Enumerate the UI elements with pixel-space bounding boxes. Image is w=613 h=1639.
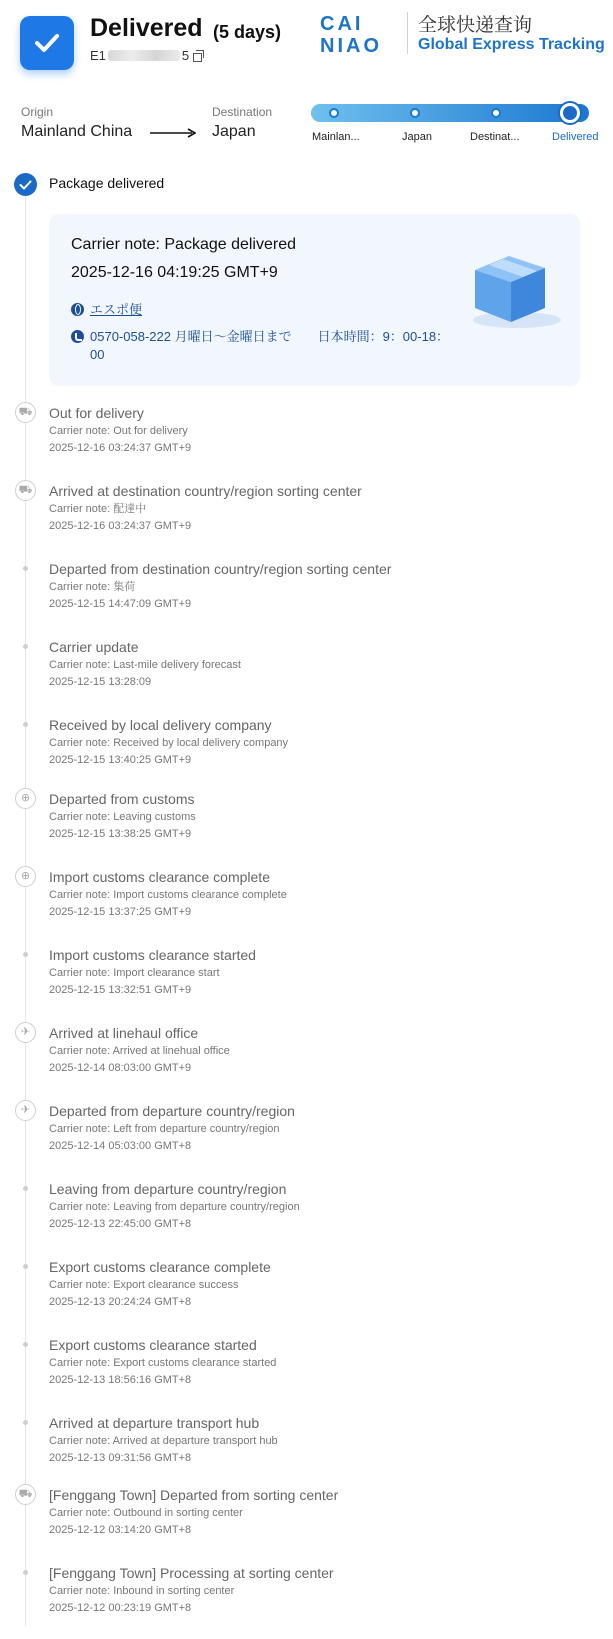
event-note: Carrier note: Last-mile delivery forecast	[49, 659, 241, 671]
timeline-event	[49, 1180, 589, 1231]
customs-icon: ⊕	[15, 788, 36, 809]
progress-current-marker	[558, 101, 582, 125]
truck-icon: ⛟	[15, 480, 36, 501]
event-note: Carrier note: 配達中	[49, 503, 147, 515]
event-status: Carrier update	[49, 639, 139, 655]
event-note: Carrier note: Inbound in sorting center	[49, 1585, 235, 1597]
progress-bar	[311, 104, 589, 122]
latest-carrier-note: Carrier note: Package delivered	[71, 236, 297, 253]
event-note: Carrier note: Received by local delivery company	[49, 737, 289, 749]
tracking-redacted	[108, 50, 180, 61]
truck-icon: ⛟	[15, 402, 36, 423]
event-note: Carrier note: Left from departure country/region	[49, 1123, 280, 1135]
event-status: [Fenggang Town] Departed from sorting center	[49, 1487, 339, 1503]
event-time: 2025-12-16 03:24:37 GMT+9	[49, 520, 192, 532]
timeline-event	[49, 560, 589, 611]
event-status: Export customs clearance started	[49, 1337, 257, 1353]
event-time: 2025-12-15 13:28:09	[49, 676, 152, 688]
tracking-prefix: E1	[90, 48, 106, 63]
plane-icon: ✈	[15, 1022, 36, 1043]
timeline-event	[49, 404, 589, 455]
event-note: Carrier note: Import customs clearance complete	[49, 889, 287, 901]
event-note: Carrier note: 集荷	[49, 581, 136, 593]
cainiao-logo	[320, 10, 400, 56]
timeline-dot	[23, 1420, 28, 1425]
timeline-event	[49, 1024, 589, 1075]
globe-icon	[71, 303, 84, 316]
event-status: Out for delivery	[49, 405, 144, 421]
timeline-event	[49, 1486, 589, 1537]
timeline-event	[49, 1258, 589, 1309]
event-time: 2025-12-13 09:31:56 GMT+8	[49, 1452, 192, 1464]
event-time: 2025-12-12 03:14:20 GMT+8	[49, 1524, 192, 1536]
destination-value: Japan	[212, 123, 256, 140]
timeline-event	[49, 868, 589, 919]
logo-divider	[407, 12, 408, 54]
brand-title-cn: 全球快递查询	[418, 14, 533, 36]
svg-text:NIAO: NIAO	[320, 35, 382, 56]
copy-icon[interactable]	[193, 50, 204, 61]
event-note: Carrier note: Export customs clearance started	[49, 1357, 277, 1369]
stage-label-active: Delivered	[552, 131, 599, 143]
event-status: Departed from customs	[49, 791, 195, 807]
route-arrow-icon	[150, 128, 196, 138]
event-status: Export customs clearance complete	[49, 1259, 271, 1275]
event-time: 2025-12-15 13:40:25 GMT+9	[49, 754, 192, 766]
event-time: 2025-12-13 22:45:00 GMT+8	[49, 1218, 192, 1230]
timeline-event	[49, 1336, 589, 1387]
stage-label: Japan	[402, 131, 432, 143]
event-time: 2025-12-14 08:03:00 GMT+9	[49, 1062, 192, 1074]
event-status: Import customs clearance complete	[49, 869, 270, 885]
event-note: Carrier note: Arrived at departure transport hub	[49, 1435, 278, 1447]
status-days: (5 days)	[213, 22, 282, 42]
carrier-phone-row	[71, 328, 450, 364]
latest-event-card	[49, 214, 580, 386]
origin-value: Mainland China	[21, 123, 133, 140]
latest-status-label: Package delivered	[49, 175, 165, 191]
event-note: Carrier note: Import clearance start	[49, 967, 220, 979]
event-time: 2025-12-12 00:23:19 GMT+8	[49, 1602, 192, 1614]
event-time: 2025-12-13 20:24:24 GMT+8	[49, 1296, 192, 1308]
tracking-suffix: 5	[181, 48, 190, 63]
origin-label: Origin	[21, 105, 54, 119]
timeline-dot	[23, 1570, 28, 1575]
timeline-event	[49, 1102, 589, 1153]
event-note: Carrier note: Leaving customs	[49, 811, 196, 823]
progress-dot	[491, 108, 501, 118]
event-time: 2025-12-15 14:47:09 GMT+9	[49, 598, 192, 610]
plane-icon: ✈	[15, 1100, 36, 1121]
package-box-icon	[459, 242, 567, 332]
timeline-event	[49, 716, 589, 767]
event-note: Carrier note: Outbound in sorting center	[49, 1507, 243, 1519]
truck-icon: ⛟	[15, 1484, 36, 1505]
progress-dot	[410, 108, 420, 118]
event-time: 2025-12-13 18:56:16 GMT+8	[49, 1374, 192, 1386]
timeline-event	[49, 1414, 589, 1465]
event-time: 2025-12-16 03:24:37 GMT+9	[49, 442, 192, 454]
stage-label: Mainlan...	[312, 131, 360, 143]
phone-icon	[71, 330, 84, 343]
status-title: Delivered	[90, 14, 203, 42]
event-note: Carrier note: Arrived at linehual office	[49, 1045, 230, 1057]
svg-text:CAI: CAI	[320, 13, 364, 35]
timeline-event	[49, 638, 589, 689]
event-status: Import customs clearance started	[49, 947, 256, 963]
timeline-event	[49, 1564, 589, 1615]
timeline-dot	[23, 1342, 28, 1347]
event-status: Arrived at departure transport hub	[49, 1415, 260, 1431]
timeline-event	[49, 482, 589, 533]
timeline-event	[49, 790, 589, 841]
delivered-check-icon	[20, 16, 74, 70]
stage-label: Destinat...	[470, 131, 520, 143]
event-status: [Fenggang Town] Processing at sorting center	[49, 1565, 334, 1581]
delivered-check-icon	[14, 173, 37, 196]
event-note: Carrier note: Leaving from departure country/region	[49, 1201, 300, 1213]
event-time: 2025-12-15 13:37:25 GMT+9	[49, 906, 192, 918]
timeline-dot	[23, 722, 28, 727]
progress-dot	[329, 108, 339, 118]
timeline-dot	[23, 644, 28, 649]
timeline-dot	[23, 566, 28, 571]
customs-icon: ⊕	[15, 866, 36, 887]
event-status: Leaving from departure country/region	[49, 1181, 287, 1197]
latest-time: 2025-12-16 04:19:25 GMT+9	[71, 264, 278, 281]
destination-label: Destination	[212, 105, 273, 119]
event-time: 2025-12-15 13:32:51 GMT+9	[49, 984, 192, 996]
timeline-dot	[23, 1186, 28, 1191]
carrier-link-row[interactable]	[71, 299, 142, 318]
event-note: Carrier note: Out for delivery	[49, 425, 188, 437]
carrier-link[interactable]: エスポ便	[90, 302, 143, 317]
event-time: 2025-12-15 13:38:25 GMT+9	[49, 828, 192, 840]
event-status: Departed from departure country/region	[49, 1103, 295, 1119]
event-time: 2025-12-14 05:03:00 GMT+8	[49, 1140, 192, 1152]
timeline-dot	[23, 952, 28, 957]
carrier-phone[interactable]: 0570-058-222 月曜日～金曜日まで 日本時間：9：00-18：00	[90, 329, 450, 362]
event-note: Carrier note: Export clearance success	[49, 1279, 239, 1291]
event-status: Received by local delivery company	[49, 717, 272, 733]
event-status: Arrived at destination country/region sorting center	[49, 483, 362, 499]
timeline-event	[49, 946, 589, 997]
event-status: Departed from destination country/region sorting center	[49, 561, 392, 577]
timeline-dot	[23, 1264, 28, 1269]
tracking-number	[90, 48, 204, 63]
brand-title-en: Global Express Tracking	[418, 36, 605, 53]
event-status: Arrived at linehaul office	[49, 1025, 199, 1041]
